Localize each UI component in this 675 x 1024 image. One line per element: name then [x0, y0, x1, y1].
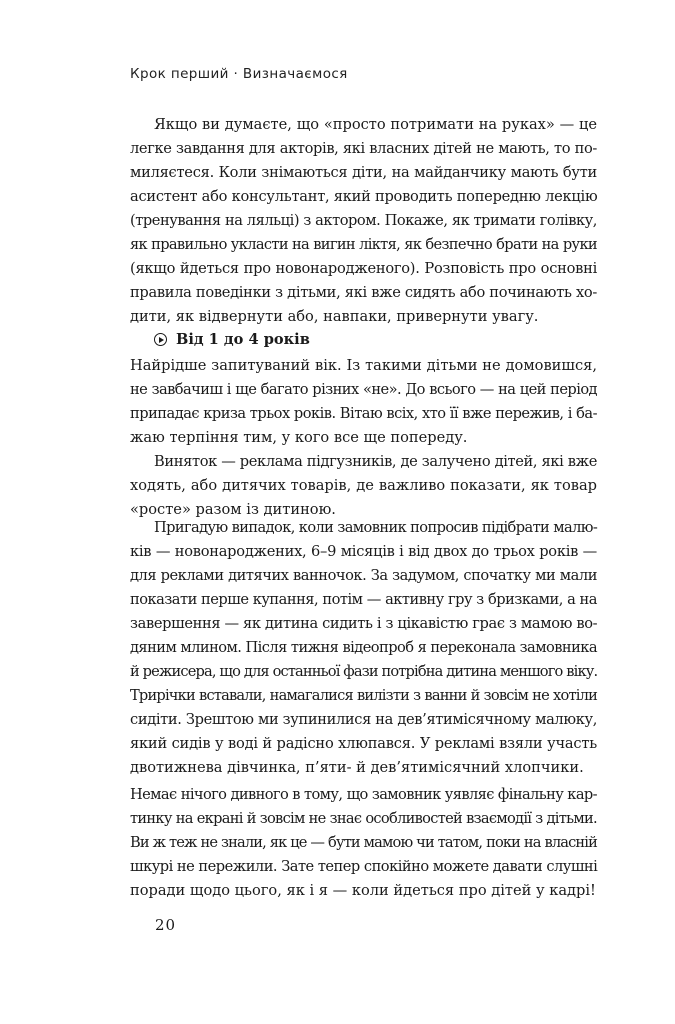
text-line: показати перше купання, потім — активну гру з бризками, а на [130, 591, 597, 608]
text-line: (якщо йдеться про новонародженого). Розповість про основні [130, 260, 597, 277]
text-line: дяним млином. Після тижня відеопроб я переконала замовника [130, 639, 597, 656]
text-line: ходять, або дитячих товарів, де важливо показати, як товар [130, 477, 597, 494]
text-line: Найрідше запитуваний вік. Із такими дітьми не домовишся, [130, 357, 597, 374]
text-line: сидіти. Зрештою ми зупинилися на дев’ятимісячному малюку, [130, 711, 597, 728]
paragraph-5 [130, 783, 597, 903]
text-line: шкурі не пережили. Зате тепер спокійно можете давати слушні [130, 858, 598, 875]
text-line: який сидів у воді й радісно хлюпався. У рекламі взяли участь [130, 735, 597, 752]
text-line: й режисера, що для останньої фази потрібна дитина меншого віку. [130, 663, 598, 680]
running-head: Крок перший · Визначаємося [130, 66, 348, 82]
text-line: Якщо ви думаєте, що «просто потримати на руках» — це [154, 116, 597, 133]
text-line: для реклами дитячих ванночок. За задумом, спочатку ми мали [130, 567, 597, 584]
section-title: Від 1 до 4 років [176, 331, 310, 348]
text-line: Пригадую випадок, коли замовник попросив підібрати малю- [154, 519, 598, 536]
text-line: правила поведінки з дітьми, які вже сидять або починають хо- [130, 284, 598, 301]
page-number: 20 [155, 916, 177, 934]
text-line: тинку на екрані й зовсім не знає особливостей взаємодії з дітьми. [130, 810, 597, 827]
text-line: Ви ж теж не знали, як це — бути мамою чи татом, поки на власній [130, 834, 597, 851]
text-line: ків — новонароджених, 6–9 місяців і від двох до трьох років — [130, 543, 597, 560]
text-line: не завбачиш і ще багато різних «не». До всього — на цей період [130, 381, 597, 398]
text-line: (тренування на ляльці) з актором. Покаже, як тримати голівку, [130, 212, 597, 229]
text-line: асистент або консультант, який проводить попередню лекцію [130, 188, 598, 205]
book-page [130, 0, 597, 1024]
paragraph-2 [130, 354, 597, 450]
text-line: Трирічки вставали, намагалися вилізти з ванни й зовсім не хотіли [130, 687, 597, 704]
text-line: «росте» разом із дитиною. [130, 501, 336, 518]
text-line: Немає нічого дивного в тому, що замовник уявляє фінальну кар- [130, 786, 597, 803]
text-line: двотижнева дівчинка, п’яти- й дев’ятимісячний хлопчики. [130, 759, 584, 776]
play-circle-icon [154, 333, 167, 346]
paragraph-4 [130, 516, 597, 780]
text-line: миляєтеся. Коли знімаються діти, на майданчику мають бути [130, 164, 597, 181]
text-line: жаю терпіння тим, у кого все ще попереду. [130, 429, 468, 446]
text-line: припадає криза трьох років. Вітаю всіх, хто її вже пережив, і ба- [130, 405, 597, 422]
text-line: Виняток — реклама підгузників, де залучено дітей, які вже [154, 453, 597, 470]
text-line: завершення — як дитина сидить і з цікавістю грає з мамою во- [130, 615, 598, 632]
text-line: легке завдання для акторів, які власних дітей не мають, то по- [130, 140, 597, 157]
paragraph-1 [130, 113, 597, 329]
section-heading [130, 328, 310, 352]
text-line: як правильно укласти на вигин ліктя, як безпечно брати на руки [130, 236, 597, 253]
text-line: дити, як відвернути або, навпаки, привернути увагу. [130, 308, 539, 325]
text-line: поради щодо цього, як і я — коли йдеться про дітей у кадрі! [130, 882, 596, 899]
paragraph-3 [130, 450, 597, 522]
